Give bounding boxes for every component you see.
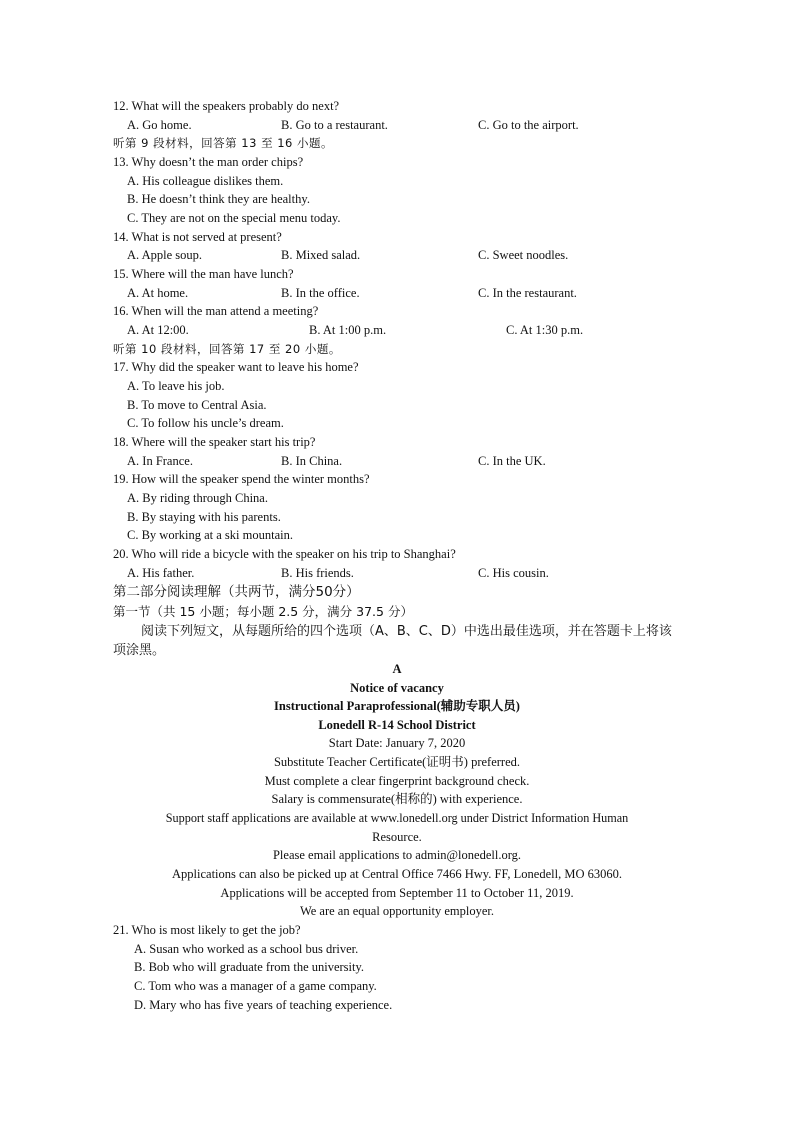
question-17-option-a: A. To leave his job. [127, 379, 225, 393]
section-1-heading: 第一节（共 15 小题；每小题 2.5 分，满分 37.5 分） [113, 604, 413, 619]
question-18-option-b: B. In China. [281, 454, 343, 468]
question-16-stem: 16. When will the man attend a meeting? [113, 304, 319, 318]
question-20-option-b: B. His friends. [281, 566, 354, 580]
question-13-option-c: C. They are not on the special menu today. [127, 211, 341, 225]
question-17-option-c: C. To follow his uncle’s dream. [127, 416, 284, 430]
question-16-option-b: B. At 1:00 p.m. [309, 323, 387, 337]
question-21-option-c: C. Tom who was a manager of a game company. [134, 979, 377, 993]
question-21-option-b: B. Bob who will graduate from the university. [134, 960, 365, 974]
notice-line: Start Date: January 7, 2020 [328, 736, 466, 750]
question-16-option-a: A. At 12:00. [127, 323, 189, 337]
notice-line: Please email applications to admin@lonedell.org. [272, 848, 522, 862]
notice-line: We are an equal opportunity employer. [299, 904, 495, 918]
question-21-stem: 21. Who is most likely to get the job? [113, 923, 301, 937]
question-13-option-a: A. His colleague dislikes them. [127, 174, 284, 188]
question-12-stem: 12. What will the speakers probably do next? [113, 99, 340, 113]
notice-line: Applications will be accepted from September 11 to October 11, 2019. [220, 886, 574, 900]
question-18-option-a: A. In France. [127, 454, 193, 468]
question-15-option-a: A. At home. [127, 286, 189, 300]
notice-district: Lonedell R-14 School District [318, 718, 476, 732]
listening-instruction-10: 听第 10 段材料，回答第 17 至 20 小题。 [113, 342, 341, 356]
question-14-stem: 14. What is not served at present? [113, 230, 282, 244]
reading-directions: 阅读下列短文，从每题所给的四个选项（A、B、C、D）中选出最佳选项，并在答题卡上将该项涂黑。 [113, 624, 672, 658]
question-14-option-c: C. Sweet noodles. [478, 248, 569, 262]
passage-letter: A [392, 662, 402, 676]
notice-position: Instructional Paraprofessional(辅助专职人员) [274, 699, 520, 713]
question-14-option-a: A. Apple soup. [127, 248, 202, 262]
notice-line: Support staff applications are available at www.lonedell.org under District Information Human [165, 811, 629, 825]
question-20-option-a: A. His father. [127, 566, 195, 580]
question-12-option-c: C. Go to the airport. [478, 118, 579, 132]
listening-instruction-9: 听第 9 段材料，回答第 13 至 16 小题。 [113, 136, 334, 150]
question-14-option-b: B. Mixed salad. [281, 248, 361, 262]
question-15-stem: 15. Where will the man have lunch? [113, 267, 294, 281]
question-18-stem: 18. Where will the speaker start his trip? [113, 435, 316, 449]
question-20-stem: 20. Who will ride a bicycle with the speaker on his trip to Shanghai? [113, 547, 456, 561]
notice-line: Applications can also be picked up at Central Office 7466 Hwy. FF, Lonedell, MO 63060. [172, 867, 622, 881]
question-15-option-c: C. In the restaurant. [478, 286, 577, 300]
question-17-stem: 17. Why did the speaker want to leave his home? [113, 360, 359, 374]
notice-line: Substitute Teacher Certificate(证明书) preferred. [273, 755, 520, 769]
question-20-option-c: C. His cousin. [478, 566, 549, 580]
question-21-option-d: D. Mary who has five years of teaching experience. [134, 998, 393, 1012]
question-19-option-a: A. By riding through China. [127, 491, 268, 505]
question-15-option-b: B. In the office. [281, 286, 360, 300]
question-18-option-c: C. In the UK. [478, 454, 546, 468]
question-19-option-c: C. By working at a ski mountain. [127, 528, 293, 542]
part-2-heading: 第二部分阅读理解（共两节，满分50分） [113, 584, 360, 600]
notice-line: Salary is commensurate(相称的) with experience. [271, 792, 523, 806]
question-19-stem: 19. How will the speaker spend the winter months? [113, 472, 370, 486]
question-19-option-b: B. By staying with his parents. [127, 510, 281, 524]
question-13-option-b: B. He doesn’t think they are healthy. [127, 192, 310, 206]
question-16-option-c: C. At 1:30 p.m. [506, 323, 584, 337]
notice-line: Must complete a clear fingerprint background check. [264, 774, 530, 788]
question-17-option-b: B. To move to Central Asia. [127, 398, 267, 412]
question-13-stem: 13. Why doesn’t the man order chips? [113, 155, 304, 169]
question-12-option-a: A. Go home. [127, 118, 192, 132]
notice-line: Resource. [372, 830, 422, 844]
question-12-option-b: B. Go to a restaurant. [281, 118, 388, 132]
question-21-option-a: A. Susan who worked as a school bus driver. [134, 942, 359, 956]
notice-title: Notice of vacancy [350, 681, 444, 695]
